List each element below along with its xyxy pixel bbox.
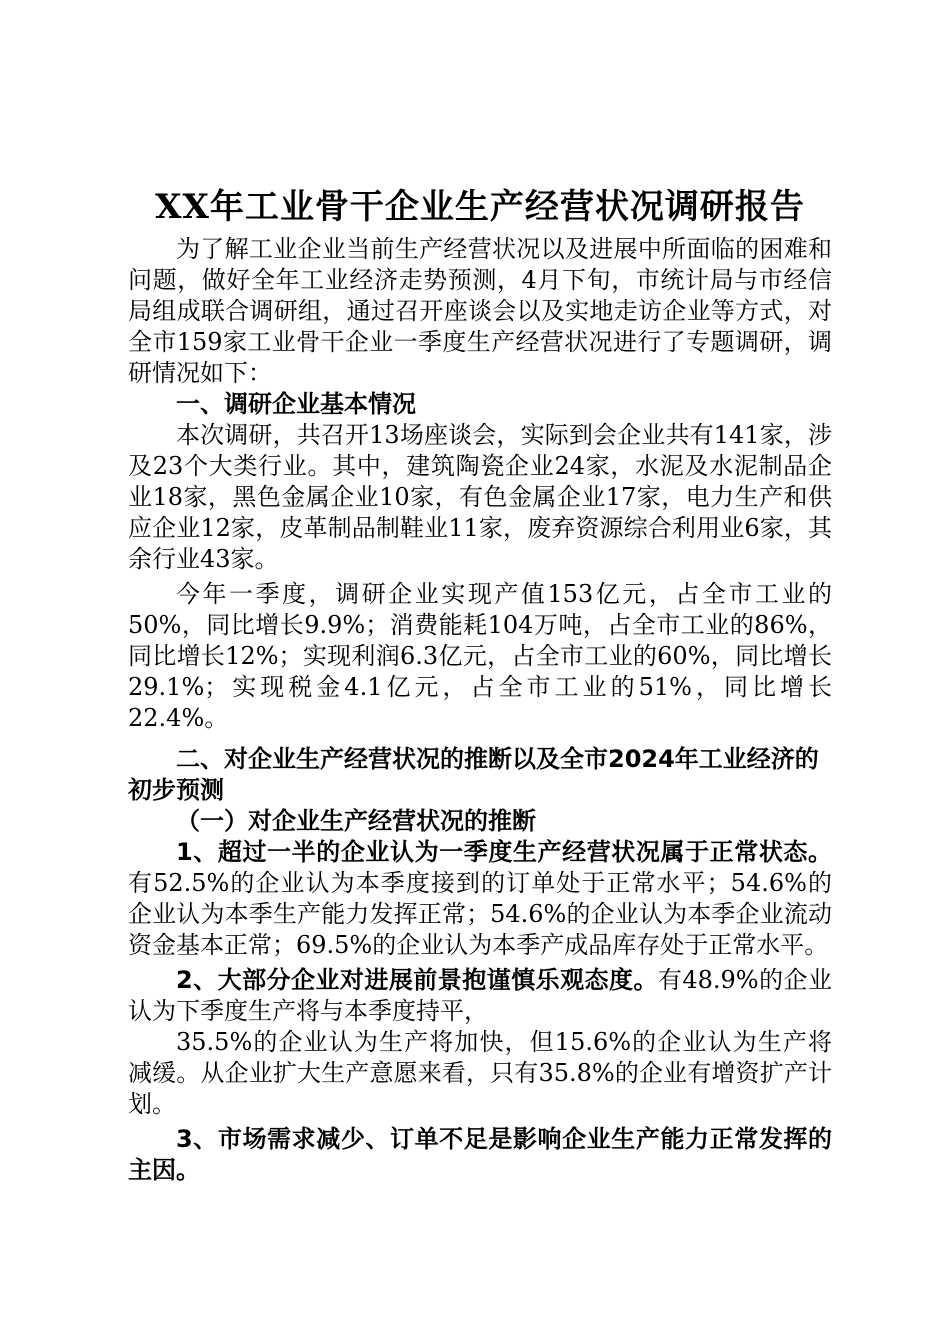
item-2-lead: 2、大部分企业对进展前景抱谨慎乐观态度。 — [176, 966, 658, 994]
item-3-paragraph: 3、市场需求减少、订单不足是影响企业生产能力正常发挥的主因。 — [128, 1125, 832, 1184]
report-title: XX年工业骨干企业生产经营状况调研报告 — [155, 187, 805, 227]
item-2-paragraph — [128, 965, 832, 1027]
item-2-body: 有48.9%的企业认为下季度生产将与本季度持平， — [128, 966, 832, 1025]
item-1-lead: 1、超过一半的企业认为一季度生产经营状况属于正常状态。 — [176, 838, 832, 866]
section-1-heading: 一、调研企业基本情况 — [176, 390, 416, 418]
intro-paragraph: 为了解工业企业当前生产经营状况以及进展中所面临的困难和问题，做好全年工业经济走势预测，4月下旬，市统计局与市经信局组成联合调研组，通过召开座谈会以及实地走访企业等方式，对全市159家工业骨干企业一季度生产经营状况进行了专题调研，调研情况如下： — [128, 235, 832, 387]
item-1-body: 有52.5%的企业认为本季度接到的订单处于正常水平；54.6%的企业认为本季生产能力发挥正常；54.6%的企业认为本季企业流动资金基本正常；69.5%的企业认为本季产成品库存处于正常水平。 — [128, 869, 832, 959]
section-1-paragraph-2: 今年一季度，调研企业实现产值153亿元，占全市工业的50%，同比增长9.9%；消费能耗104万吨，占全市工业的86%，同比增长12%；实现利润6.3亿元，占全市工业的60%，同比增长29.1%；实现税金4.1亿元，占全市工业的51%，同比增长22.4%。 — [128, 580, 832, 732]
section-1-paragraph-1: 本次调研，共召开13场座谈会，实际到会企业共有141家，涉及23个大类行业。其中，建筑陶瓷企业24家，水泥及水泥制品企业18家，黑色金属企业10家，有色金属企业17家，电力生产和供应企业12家，皮革制品制鞋业11家，废弃资源综合利用业6家，其余行业43家。 — [128, 421, 832, 573]
subsection-1-heading: （一）对企业生产经营状况的推断 — [176, 807, 536, 835]
section-2-heading: 二、对企业生产经营状况的推断以及全市2024年工业经济的初步预测 — [128, 745, 819, 804]
item-1-paragraph — [128, 837, 832, 961]
document-page — [128, 182, 832, 1186]
item-2-continuation: 35.5%的企业认为生产将加快，但15.6%的企业认为生产将减缓。从企业扩大生产意愿来看，只有35.8%的企业有增资扩产计划。 — [128, 1028, 832, 1118]
